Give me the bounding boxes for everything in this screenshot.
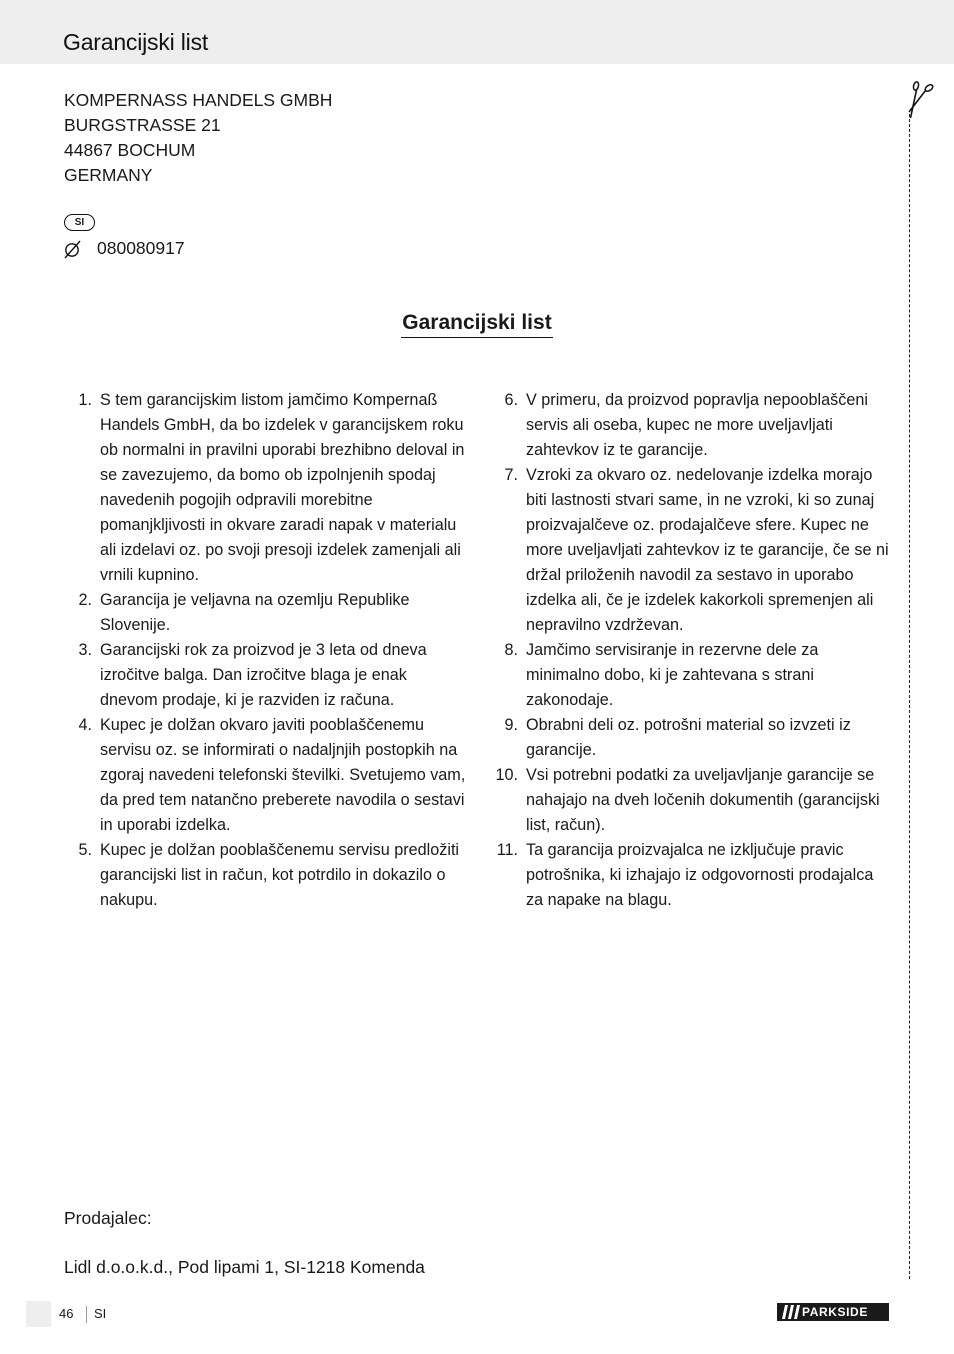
item-text: V primeru, da proizvod popravlja nepooblaščeni servis ali oseba, kupec ne more uveljavljati zahtevkov iz te garancije. xyxy=(526,391,868,459)
terms-list-right xyxy=(488,388,892,913)
manufacturer-address xyxy=(64,88,332,188)
list-item xyxy=(488,463,892,638)
item-text: Kupec je dolžan okvaro javiti pooblaščenemu servisu oz. se informirati o nadaljnjih postopkih na zgoraj navedeni telefonski številki. Svetujemo vam, da pred tem natančno preberete navodila o sestavi in uporabi izdelka. xyxy=(100,716,466,834)
item-text: Obrabni deli oz. potrošni material so izvzeti iz garancije. xyxy=(526,716,851,759)
footer-language: SI xyxy=(94,1306,107,1321)
brand-name: PARKSIDE xyxy=(802,1305,868,1319)
list-item xyxy=(488,838,892,913)
seller-label: Prodajalec: xyxy=(64,1208,152,1228)
item-number: 9. xyxy=(504,716,518,734)
item-text: Vzroki za okvaro oz. nedelovanje izdelka morajo biti lastnosti stvari same, in ne vzroki, ki so zunaj proizvajalčeve oz. prodajalčeve sfere. Kupec ne more uveljavljati zahtevkov iz te garancije, če se ni držal priloženih navodil za sestavo in uporabo izdelka ali, če je izdelek kakorkoli spremenjen ali nepravilno vzdrževan. xyxy=(526,466,889,634)
list-item xyxy=(64,588,466,638)
item-number: 2. xyxy=(78,591,92,609)
address-line: 44867 BOCHUM xyxy=(64,140,196,160)
list-item xyxy=(64,638,466,713)
footer-tab xyxy=(26,1301,51,1327)
item-number: 11. xyxy=(496,841,518,859)
item-number: 10. xyxy=(495,766,518,784)
section-heading xyxy=(0,310,954,338)
item-text: Garancijski rok za proizvod je 3 leta od dneva izročitve balga. Dan izročitve blaga je enak dnevom prodaje, ki je razviden iz računa. xyxy=(100,641,427,709)
list-item xyxy=(64,388,466,588)
footer-divider xyxy=(86,1306,87,1323)
brand-logo xyxy=(777,1303,889,1321)
item-text: Jamčimo servisiranje in rezervne dele za minimalno dobo, ki je zahtevana s strani zakonodaje. xyxy=(526,641,819,709)
address-line: BURGSTRASSE 21 xyxy=(64,115,221,135)
address-line: KOMPERNASS HANDELS GMBH xyxy=(64,90,333,110)
phone-icon xyxy=(63,238,83,260)
item-number: 3. xyxy=(78,641,92,659)
list-item xyxy=(488,638,892,713)
list-item xyxy=(64,713,466,838)
terms-list-left xyxy=(64,388,466,913)
item-number: 8. xyxy=(504,641,518,659)
phone-number: 080080917 xyxy=(97,238,185,258)
list-item xyxy=(488,763,892,838)
list-item xyxy=(488,713,892,763)
list-item xyxy=(64,838,466,913)
brand-stripes-icon xyxy=(782,1305,800,1319)
item-text: S tem garancijskim listom jamčimo Kompernaß Handels GmbH, da bo izdelek v garancijskem roku ob normalni in pravilni uporabi brezhibno deloval in se zavezujemo, da bomo ob izpolnjenih spodaj navedenih pogojih odpravili morebitne pomanjkljivosti in okvare zaradi napak v materialu ali izdelavi oz. po svoji presoji izdelek zamenjali ali vrnili kupnino. xyxy=(100,391,465,584)
item-number: 5. xyxy=(78,841,92,859)
item-text: Garancija je veljavna na ozemlju Republike Slovenije. xyxy=(100,591,410,634)
seller-address: Lidl d.o.o.k.d., Pod lipami 1, SI-1218 Komenda xyxy=(64,1257,425,1277)
item-number: 4. xyxy=(78,716,92,734)
item-number: 1. xyxy=(78,391,92,409)
item-number: 6. xyxy=(504,391,518,409)
scissors-icon xyxy=(896,76,936,120)
address-line: GERMANY xyxy=(64,165,153,185)
country-code-badge: SI xyxy=(64,214,95,231)
cut-line xyxy=(909,114,910,1279)
item-number: 7. xyxy=(504,466,518,484)
list-item xyxy=(488,388,892,463)
item-text: Kupec je dolžan pooblaščenemu servisu predložiti garancijski list in račun, kot potrdilo in dokazilo o nakupu. xyxy=(100,841,460,909)
item-text: Ta garancija proizvajalca ne izključuje pravic potrošnika, ki izhajajo iz odgovornosti prodajalca za napake na blagu. xyxy=(526,841,874,909)
item-text: Vsi potrebni podatki za uveljavljanje garancije se nahajajo na dveh ločenih dokumentih (garancijski list, račun). xyxy=(526,766,880,834)
page-number: 46 xyxy=(59,1306,74,1321)
page-title: Garancijski list xyxy=(63,29,209,55)
section-heading-text: Garancijski list xyxy=(401,310,552,338)
